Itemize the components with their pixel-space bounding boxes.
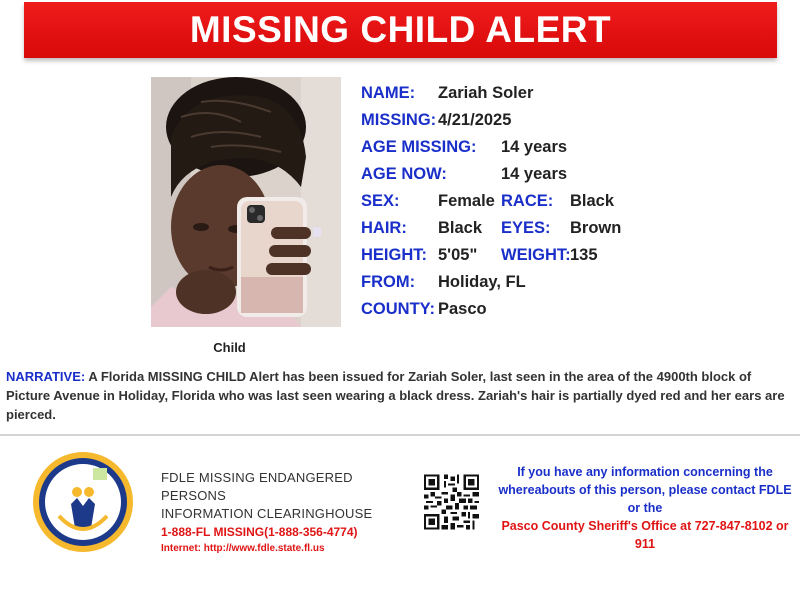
contact-line-5: 911 bbox=[634, 537, 656, 551]
contact-line-4: Pasco County Sheriff's Office at 727-847-8102 or bbox=[501, 519, 789, 533]
row-name bbox=[361, 84, 651, 111]
from-label: FROM: bbox=[361, 273, 416, 291]
weight-label: WEIGHT: bbox=[501, 246, 571, 264]
narrative-label: NARRATIVE: bbox=[6, 369, 86, 384]
race-label: RACE: bbox=[501, 192, 554, 210]
from-value: Holiday, FL bbox=[438, 273, 526, 291]
child-photo bbox=[151, 77, 341, 327]
county-value: Pasco bbox=[438, 300, 487, 318]
clearinghouse-info bbox=[161, 469, 411, 556]
name-label: NAME: bbox=[361, 84, 416, 102]
photo-caption: Child bbox=[213, 340, 246, 355]
missing-value: 4/21/2025 bbox=[438, 111, 512, 129]
alert-title: MISSING CHILD ALERT bbox=[189, 9, 612, 50]
child-details bbox=[361, 84, 651, 327]
hair-value: Black bbox=[438, 219, 483, 237]
weight-value: 135 bbox=[570, 246, 598, 264]
age-missing-label: AGE MISSING: bbox=[361, 138, 477, 156]
clearinghouse-seal-icon bbox=[31, 446, 135, 558]
county-label: COUNTY: bbox=[361, 300, 435, 318]
age-missing-value: 14 years bbox=[501, 138, 568, 156]
narrative-text: A Florida MISSING CHILD Alert has been issued for Zariah Soler, last seen in the area of the 4900th block of Picture Avenue in Holiday, Florida who was last seen wearing a black dress. Zariah's hair is partially dyed red and her ears are pierced. bbox=[6, 369, 785, 422]
row-sex-race bbox=[361, 192, 651, 219]
missing-label: MISSING: bbox=[361, 111, 437, 129]
contact-info bbox=[494, 463, 796, 553]
internet-link[interactable]: Internet: http://www.fdle.state.fl.us bbox=[161, 543, 325, 554]
org-line-1: FDLE MISSING ENDANGERED PERSONS bbox=[161, 470, 353, 503]
height-label: HEIGHT: bbox=[361, 246, 427, 264]
alert-banner bbox=[24, 2, 777, 58]
race-value: Black bbox=[570, 192, 615, 210]
eyes-value: Brown bbox=[570, 219, 622, 237]
contact-line-3: or the bbox=[627, 501, 663, 515]
hair-label: HAIR: bbox=[361, 219, 407, 237]
row-age-missing bbox=[361, 138, 651, 165]
row-county bbox=[361, 300, 651, 327]
name-value: Zariah Soler bbox=[438, 84, 534, 102]
contact-line-2: whereabouts of this person, please contact FDLE bbox=[498, 483, 792, 497]
qr-code-icon[interactable] bbox=[424, 471, 479, 533]
row-hair-eyes bbox=[361, 219, 651, 246]
sex-label: SEX: bbox=[361, 192, 400, 210]
contact-line-1: If you have any information concerning the bbox=[517, 465, 773, 479]
height-value: 5'05" bbox=[438, 246, 478, 264]
org-line-2: INFORMATION CLEARINGHOUSE bbox=[161, 506, 373, 521]
age-now-value: 14 years bbox=[501, 165, 568, 183]
row-from bbox=[361, 273, 651, 300]
hotline-number: 1-888-FL MISSING(1-888-356-4774) bbox=[161, 525, 358, 539]
eyes-label: EYES: bbox=[501, 219, 551, 237]
age-now-label: AGE NOW: bbox=[361, 165, 447, 183]
footer-divider bbox=[0, 434, 800, 436]
row-missing bbox=[361, 111, 651, 138]
row-age-now bbox=[361, 165, 651, 192]
sex-value: Female bbox=[438, 192, 495, 210]
row-height-weight bbox=[361, 246, 651, 273]
narrative bbox=[6, 367, 791, 424]
